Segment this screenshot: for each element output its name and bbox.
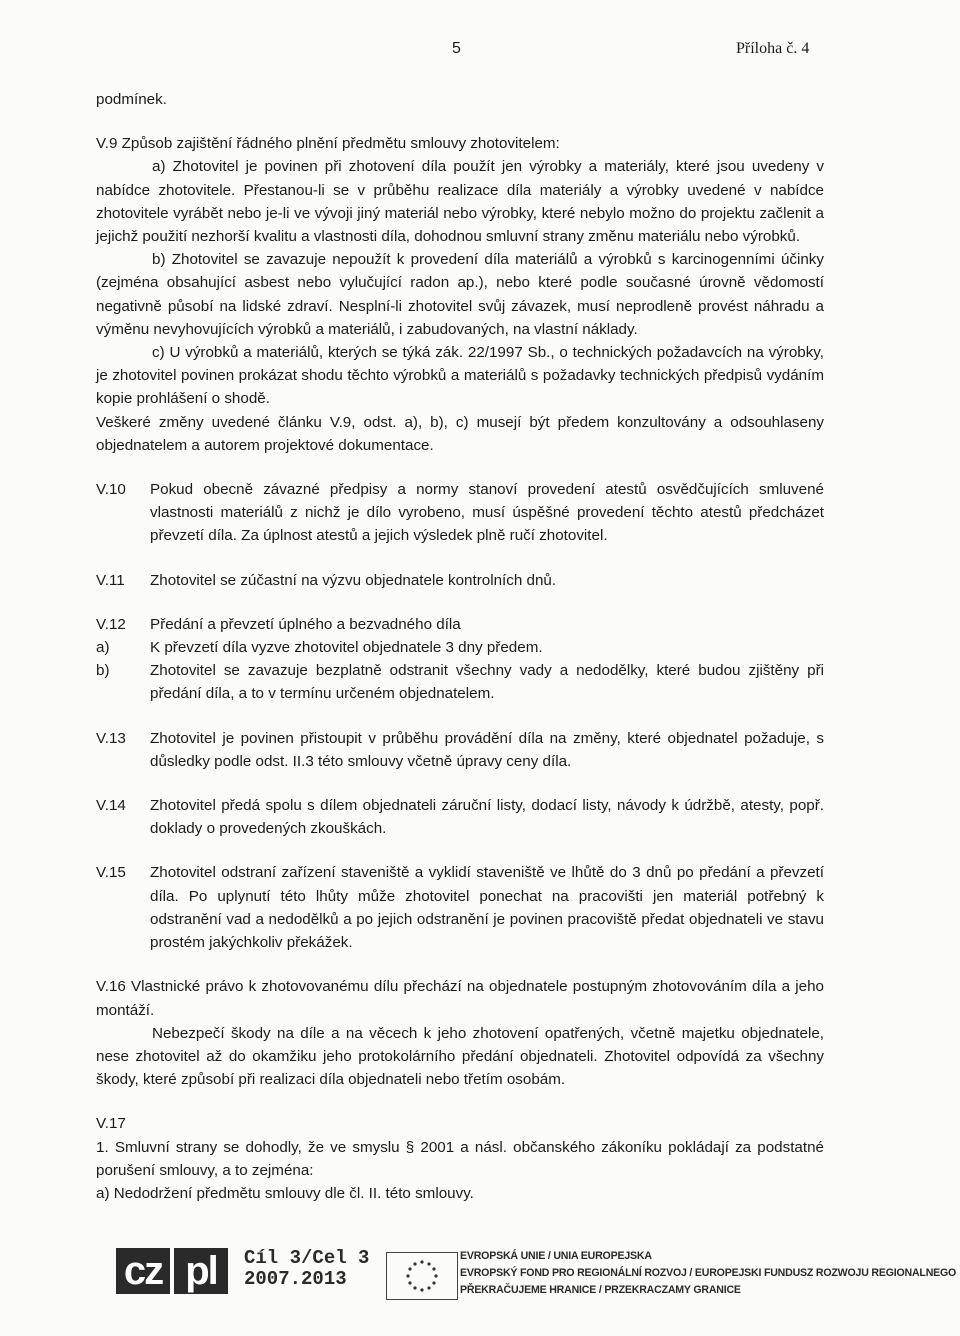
section-v17-number: V.17	[96, 1115, 126, 1133]
section-v9-c: c) U výrobků a materiálů, kterých se týká zák. 22/1997 Sb., o technických požadavcích na výrobky, je zhotovitel povinen prokázat shodu těchto výrobků a materiálů s požadavky technických předpisů vydáním kopie prohlášení o shodě.	[96, 344, 824, 408]
goal-line-1: Cíl 3/Cel 3	[244, 1247, 370, 1269]
section-v17-1: 1. Smluvní strany se dohodly, že ve smyslu § 2001 a násl. občanského zákoníku pokládají za podstatné porušení smlouvy, a to zejména:	[96, 1138, 824, 1179]
logo-cz: cz	[116, 1248, 170, 1294]
section-text: Zhotovitel se zúčastní na výzvu objednatele kontrolních dnů.	[150, 571, 557, 589]
section-text: Zhotovitel je povinen přistoupit v průběhu provádění díla na změny, které objednatel požaduje, s důsledky podle odst. II.3 této smlouvy včetně úpravy ceny díla.	[150, 729, 824, 770]
item-letter: b)	[96, 662, 110, 680]
section-v11	[96, 569, 824, 592]
section-v9-a: a) Zhotovitel je povinen při zhotovení díla použít jen výrobky a materiály, které jsou uvedeny v nabídce zhotovitele. Přestanou-li se v průběhu realizace díla materiály a výrobky uvedené v nabídce zhotovitele vyrábět nebo je-li ve vývoji jiný materiál nebo výrobky, které nebylo možno do projektu začlenit a jejichž použití nezhorší kvalitu a vlastnosti díla, dohodnou smluvní strany změnu materiálu nebo výrobků.	[96, 158, 824, 246]
section-number: V.10	[96, 481, 126, 499]
section-number: V.12	[96, 615, 126, 633]
section-v13	[96, 727, 824, 773]
section-v10	[96, 478, 824, 548]
eu-flag-icon	[386, 1252, 458, 1300]
section-v12-a	[96, 636, 824, 659]
section-text: Zhotovitel předá spolu s dílem objednateli záruční listy, dodací listy, návody k údržbě, atesty, popř. doklady o provedených zkouškách.	[150, 797, 824, 838]
section-number: V.13	[96, 729, 126, 747]
section-v12	[96, 613, 824, 636]
section-number: V.11	[96, 571, 125, 589]
section-v9-end: Veškeré změny uvedené článku V.9, odst. a), b), c) musejí být předem konzultovány a odsouhlaseny objednatelem a autorem projektové dokumentace.	[96, 413, 824, 454]
section-text: Předání a převzetí úplného a bezvadného díla	[150, 615, 461, 633]
section-v14	[96, 794, 824, 840]
section-text: Zhotovitel odstraní zařízení staveniště a vyklidí staveniště ve lhůtě do 3 dnů po předání a převzetí díla. Po uplynutí této lhůty může zhotovitel ponechat na pracovišti jen materiál potřebný k odstranění vad a nedodělků a po jejich odstranění je povinen pracoviště předat objednateli ve stavu prostém jakýchkoliv překážek.	[150, 864, 824, 952]
item-text: Zhotovitel se zavazuje bezplatně odstranit všechny vady a nedodělky, které budou zjištěny při předání díla, a to v termínu určeném objednatelem.	[150, 662, 824, 703]
item-text: K převzetí díla vyzve zhotovitel objednatele 3 dny předem.	[150, 639, 543, 657]
section-v17-a: a) Nedodržení předmětu smlouvy dle čl. II. této smlouvy.	[96, 1184, 474, 1202]
section-number: V.15	[96, 864, 126, 882]
goal-line-2: 2007.2013	[244, 1268, 347, 1290]
section-v9-b: b) Zhotovitel se zavazuje nepoužít k provedení díla materiálů a výrobků s karcinogenními účinky (zejména obsahující asbest nebo vylučující radon ap.), nebo které podle současné úrovně vědomostí negativně působí na lidské zdraví. Nesplní-li zhotovitel svůj závazek, musí neprodleně provést náhradu a výměnu nevyhovujících výrobků a materiálů, i zabudovaných, na vlastní náklady.	[96, 251, 824, 338]
item-letter: a)	[96, 639, 110, 657]
section-v15	[96, 861, 824, 954]
eu-line-2: EVROPSKÝ FOND PRO REGIONÁLNÍ ROZVOJ / EUROPEJSKI FUNDUSZ ROZWOJU REGIONALNEGO	[460, 1267, 957, 1279]
section-v16: V.16 Vlastnické právo k zhotovovanému dílu přechází na objednatele postupným zhotovováním díla a jeho montáží.	[96, 978, 824, 1019]
section-text: Pokud obecně závazné předpisy a normy stanoví provedení atestů osvědčujících smluvené vlastnosti materiálů z nichž je dílo vyrobeno, musí úspěšné provedení těchto atestů předcházet převzetí díla. Za úplnost atestů a jejich výsledek plně ručí zhotovitel.	[150, 481, 824, 545]
page-number: 5	[452, 40, 461, 57]
document-body	[96, 88, 824, 1205]
eu-text	[460, 1248, 956, 1299]
eu-line-3: PŘEKRAČUJEME HRANICE / PRZEKRACZAMY GRANICE	[460, 1284, 741, 1296]
cz-pl-logo	[116, 1248, 228, 1294]
logo-pl: pl	[174, 1248, 228, 1294]
eu-line-1: EVROPSKÁ UNIE / UNIA EUROPEJSKA	[460, 1250, 652, 1262]
goal-label	[244, 1248, 369, 1290]
footer	[116, 1244, 957, 1304]
annex-label: Příloha č. 4	[736, 40, 810, 57]
paragraph: podmínek.	[96, 91, 167, 108]
section-number: V.14	[96, 797, 126, 815]
section-v16-p2: Nebezpečí škody na díle a na věcech k jeho zhotovení opatřených, včetně majetku objednatele, nese zhotovitel až do okamžiku jeho protokolárního předání objednateli. Zhotovitel odpovídá za všechny škody, které způsobí při realizaci díla objednateli nebo třetím osobám.	[96, 1024, 824, 1089]
section-v12-b	[96, 659, 824, 705]
section-v9-title: V.9 Způsob zajištění řádného plnění předmětu smlouvy zhotovitelem:	[96, 135, 560, 153]
